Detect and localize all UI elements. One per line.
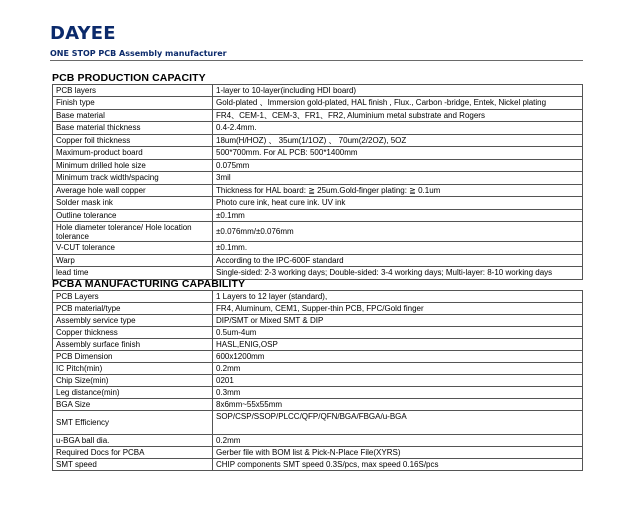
row-label: SMT speed [53,459,213,471]
row-label: Finish type [53,97,213,110]
row-label: Outline tolerance [53,209,213,222]
row-value: 0.2mm [213,435,583,447]
table-row [53,97,583,110]
row-label: BGA Size [53,399,213,411]
table-row [53,109,583,122]
row-value: Single-sided: 2-3 working days; Double-sided: 3-4 working days; Multi-layer: 8-10 working days [213,267,583,280]
table-row [53,315,583,327]
table-row [53,327,583,339]
table-row [53,209,583,222]
row-value: 0.3mm [213,387,583,399]
row-value: 3mil [213,172,583,185]
row-value: Gerber file with BOM list & Pick-N-Place File(XYRS) [213,447,583,459]
row-value: Thickness for HAL board: ≧ 25um.Gold-finger plating: ≧ 0.1um [213,184,583,197]
row-value: 0.4-2.4mm. [213,122,583,135]
row-value: Gold-plated 、Immersion gold-plated, HAL finish , Flux., Carbon -bridge, Entek, Nickel plating [213,97,583,110]
row-label: Warp [53,254,213,267]
row-label: Required Docs for PCBA [53,447,213,459]
table-row [53,242,583,255]
header-divider [50,60,583,61]
table-row [53,172,583,185]
row-label: lead time [53,267,213,280]
table-row [53,85,583,97]
table-row [53,134,583,147]
row-label: SMT Efficiency [53,411,213,435]
table-row [53,435,583,447]
table-row [53,184,583,197]
table-row [53,375,583,387]
pcba-capability-table [52,290,583,471]
row-value: 600x1200mm [213,351,583,363]
table-row [53,459,583,471]
table-row [53,222,583,242]
row-value: ±0.1mm. [213,242,583,255]
row-label: Assembly surface finish [53,339,213,351]
table-row [53,122,583,135]
row-label: u-BGA ball dia. [53,435,213,447]
row-value: 8x6mm~55x55mm [213,399,583,411]
row-label: Maximum-product board [53,147,213,160]
row-value: SOP/CSP/SSOP/PLCC/QFP/QFN/BGA/FBGA/u-BGA [213,411,583,435]
row-label: Minimum drilled hole size [53,159,213,172]
table-row [53,291,583,303]
row-label: PCB layers [53,85,213,97]
brand-tagline: ONE STOP PCB Assembly manufacturer [50,49,227,58]
row-label: Base material thickness [53,122,213,135]
pcba-section-title: PCBA MANUFACTURING CAPABILITY [52,278,246,290]
table-row [53,363,583,375]
row-value: FR4, Aluminum, CEM1, Supper-thin PCB, FPC/Gold finger [213,303,583,315]
row-value: HASL,ENIG,OSP [213,339,583,351]
row-label: Base material [53,109,213,122]
row-label: PCB material/type [53,303,213,315]
row-value: FR4、CEM-1、CEM-3、FR1、FR2, Aluminium metal substrate and Rogers [213,109,583,122]
row-label: Chip Size(min) [53,375,213,387]
row-label: Assembly service type [53,315,213,327]
row-label: IC Pitch(min) [53,363,213,375]
row-value: ±0.1mm [213,209,583,222]
pcb-section-title: PCB PRODUCTION CAPACITY [52,72,206,84]
pcb-capacity-table [52,84,583,280]
row-value: ±0.076mm/±0.076mm [213,222,583,242]
row-value: 1-layer to 10-layer(including HDI board) [213,85,583,97]
row-label: V-CUT tolerance [53,242,213,255]
row-label: PCB Dimension [53,351,213,363]
row-value: 0.075mm [213,159,583,172]
row-label: Hole diameter tolerance/ Hole location tolerance [53,222,213,242]
table-row [53,339,583,351]
row-label: Copper foil thickness [53,134,213,147]
brand-name: DAYEE [50,23,116,44]
table-row [53,399,583,411]
row-value: Photo cure ink, heat cure ink. UV ink [213,197,583,210]
row-value: According to the IPC-600F standard [213,254,583,267]
table-row [53,447,583,459]
row-value: DIP/SMT or Mixed SMT & DIP [213,315,583,327]
row-value: 0.5um-4um [213,327,583,339]
table-row [53,303,583,315]
table-row [53,351,583,363]
table-row [53,411,583,435]
row-value: 0.2mm [213,363,583,375]
row-value: 1 Layers to 12 layer (standard), [213,291,583,303]
row-value: 0201 [213,375,583,387]
row-value: 18um(H/HOZ) 、 35um(1/1OZ) 、 70um(2/2OZ), 5OZ [213,134,583,147]
company-header [50,24,227,59]
table-row [53,387,583,399]
row-label: Leg distance(min) [53,387,213,399]
row-label: Solder mask ink [53,197,213,210]
table-row [53,159,583,172]
row-value: CHIP components SMT speed 0.3S/pcs, max speed 0.16S/pcs [213,459,583,471]
table-row [53,197,583,210]
row-label: Minimum track width/spacing [53,172,213,185]
table-row [53,147,583,160]
row-label: Average hole wall copper [53,184,213,197]
row-label: Copper thickness [53,327,213,339]
row-label: PCB Layers [53,291,213,303]
table-row [53,254,583,267]
row-value: 500*700mm. For AL PCB: 500*1400mm [213,147,583,160]
